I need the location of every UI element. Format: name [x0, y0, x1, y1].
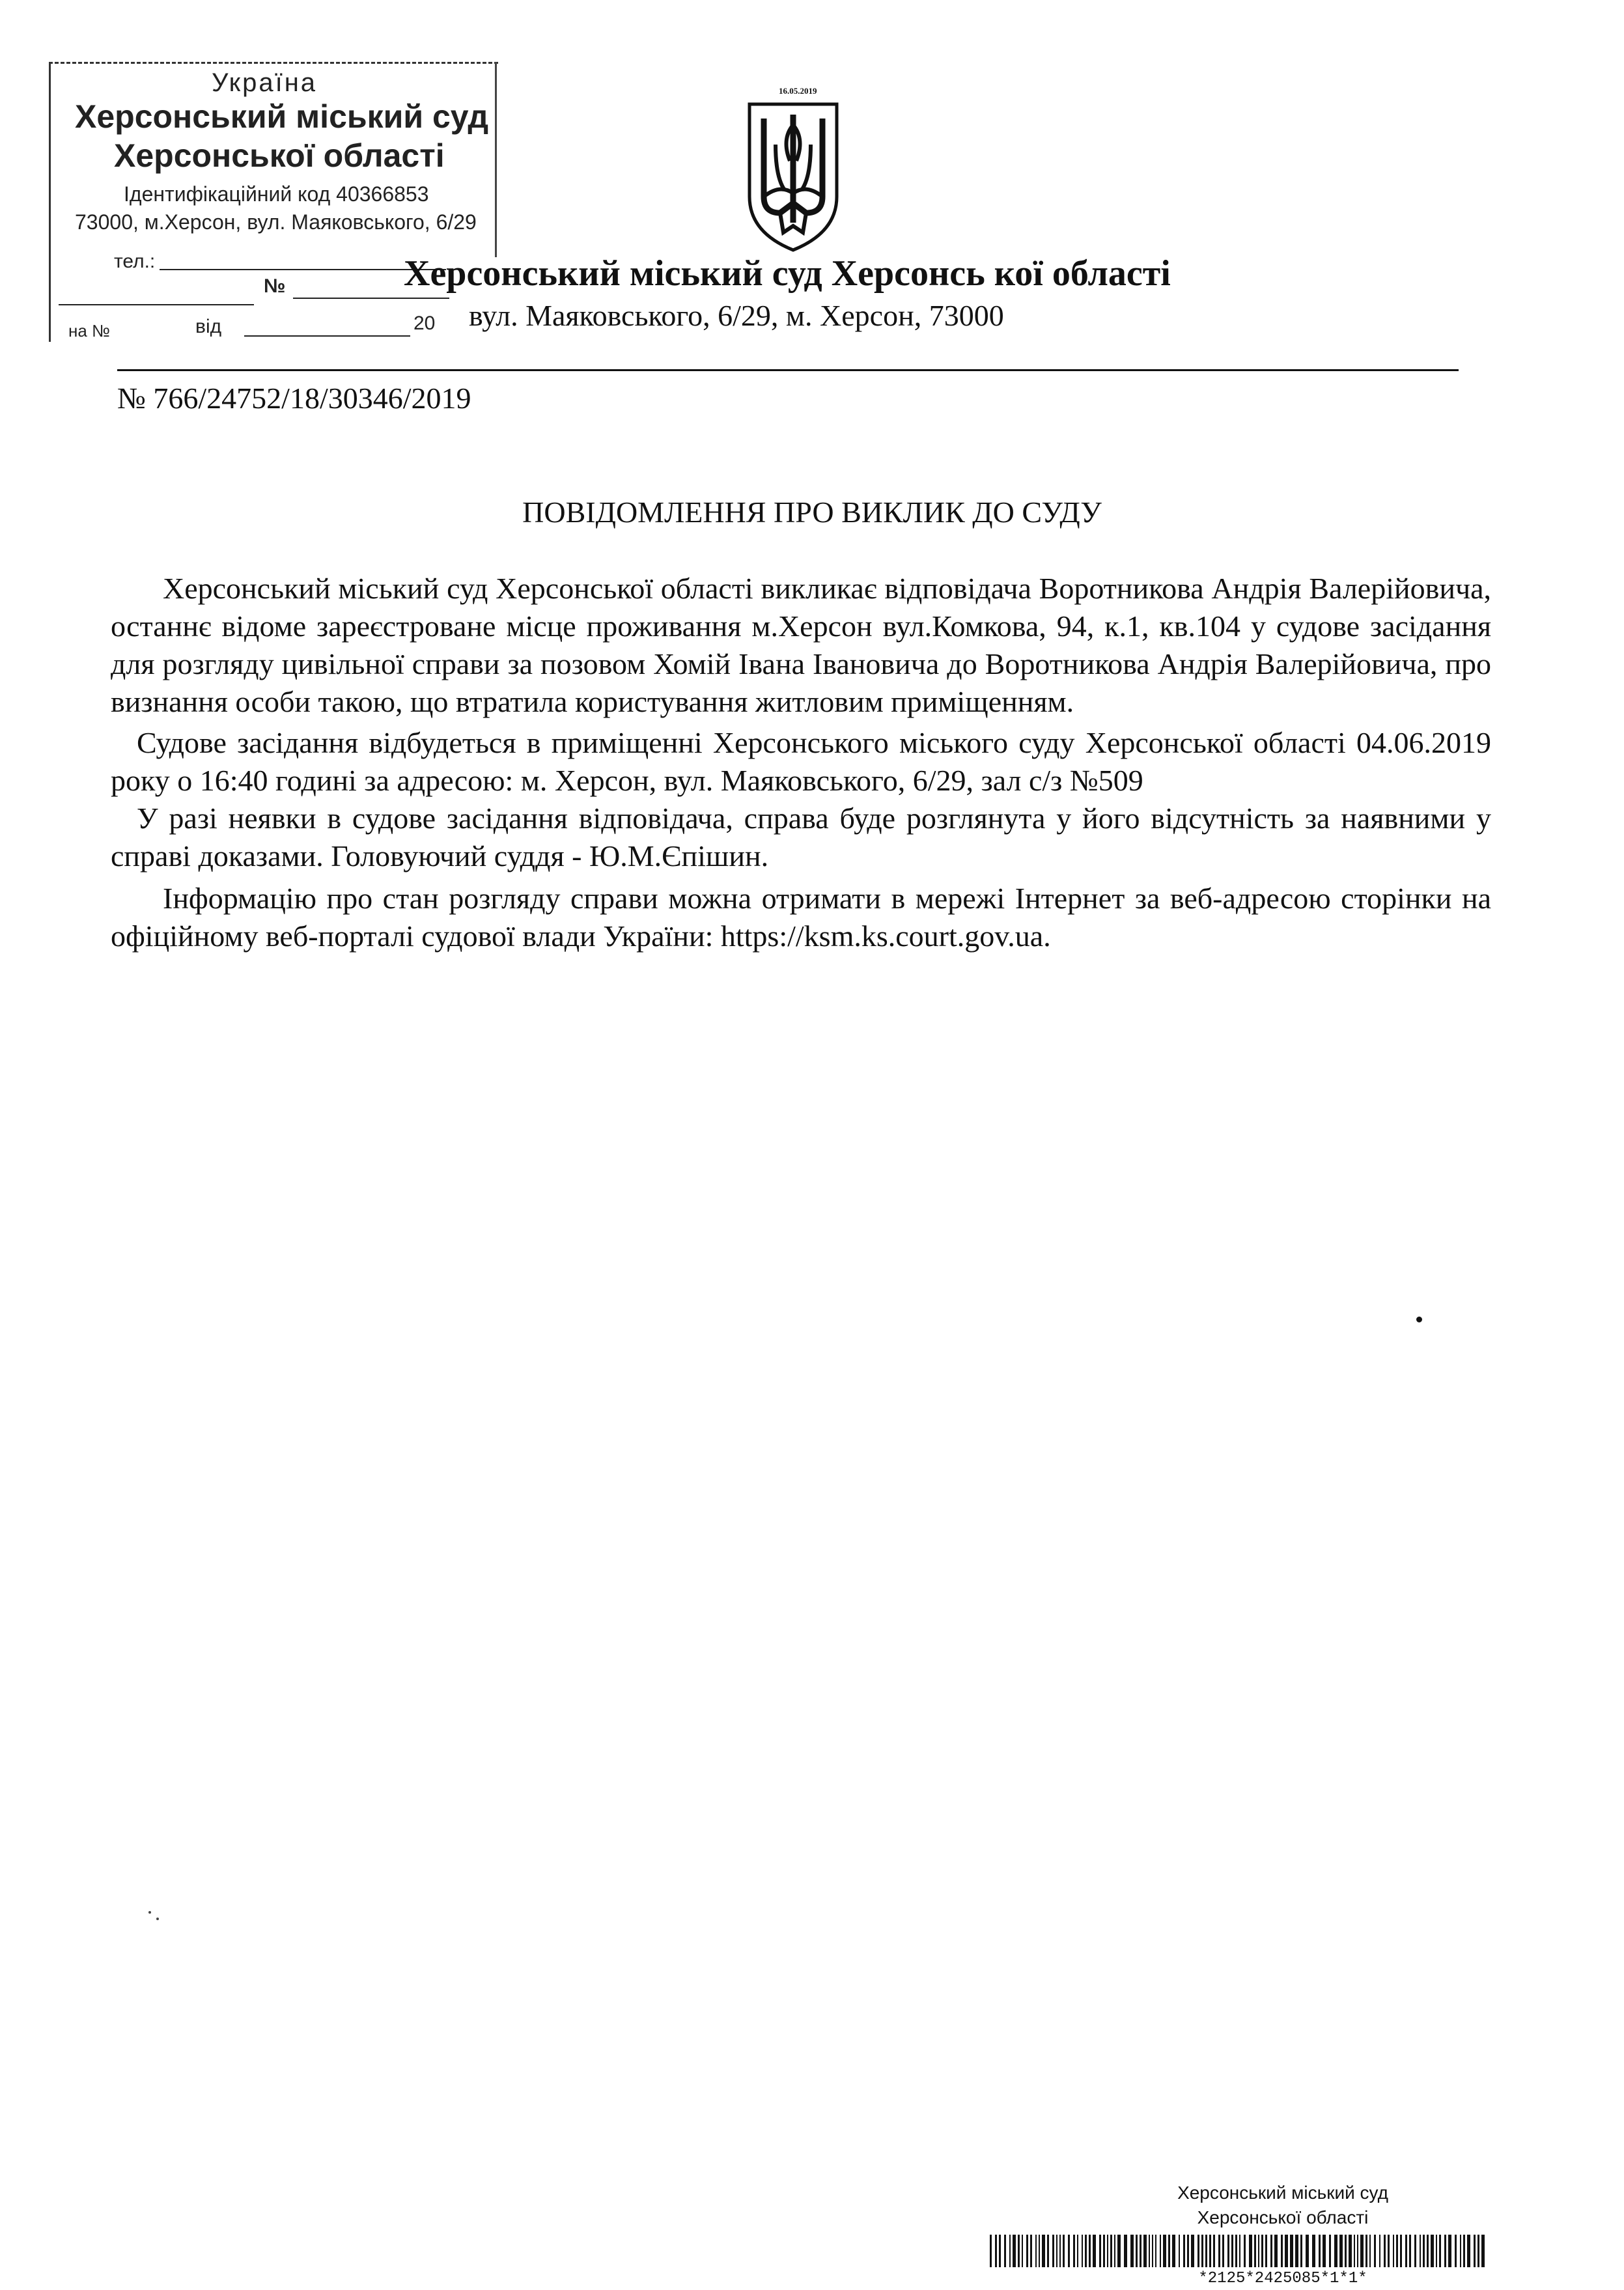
- barcode-bar: [1436, 2235, 1437, 2267]
- emblem-date: 16.05.2019: [779, 86, 817, 96]
- court-title: Херсонський міський суд Херсонсь кої області: [404, 253, 1171, 294]
- barcode-bar: [1439, 2235, 1441, 2267]
- barcode-bar: [1013, 2235, 1016, 2267]
- barcode-bar: [1384, 2235, 1386, 2267]
- barcode-bar: [1393, 2235, 1394, 2267]
- stamp-address: 73000, м.Херсон, вул. Маяковського, 6/29: [75, 210, 477, 234]
- barcode-bar: [1274, 2235, 1278, 2267]
- barcode-bar: [1379, 2235, 1380, 2267]
- stamp-id-code: Ідентифікаційний код 40366853: [124, 182, 429, 206]
- barcode-bar: [1130, 2235, 1134, 2267]
- barcode-bar: [1460, 2235, 1461, 2267]
- stamp-year-prefix: 20: [413, 313, 436, 334]
- barcode-bar: [1201, 2235, 1203, 2267]
- barcode-bar: [1022, 2235, 1023, 2267]
- barcode-bar: [1349, 2235, 1352, 2267]
- barcode-bar: [1244, 2235, 1246, 2267]
- barcode-bar: [1155, 2235, 1156, 2267]
- barcode-bar: [1474, 2235, 1476, 2267]
- footer-court-name: Херсонський міський суд: [1177, 2183, 1388, 2203]
- barcode-bar: [1360, 2235, 1364, 2267]
- stamp-frame-top: [49, 62, 498, 64]
- barcode-bar: [1143, 2235, 1147, 2267]
- barcode-bar: [1030, 2235, 1032, 2267]
- stamp-number-label: №: [264, 275, 286, 297]
- barcode-bar: [1300, 2235, 1302, 2267]
- barcode-bar: [1209, 2235, 1211, 2267]
- barcode-bar: [1427, 2235, 1429, 2267]
- barcode-bar: [1444, 2235, 1446, 2267]
- barcode-bar: [1187, 2235, 1189, 2267]
- barcode-bar: [1357, 2235, 1358, 2267]
- barcode-bar: [1047, 2235, 1049, 2267]
- stamp-frame-left: [49, 62, 51, 342]
- paragraph-hearing: Судове засідання відбудеться в приміщенні Херсонського міського суду Херсонської області 04.06.2019 року о 16:40 годині за адресою: м. Херсон, вул. Маяковського, 6/29, зал с/з №509: [111, 726, 1491, 797]
- barcode-bar: [999, 2235, 1001, 2267]
- barcode-bar: [1345, 2235, 1347, 2267]
- barcode-bar: [1026, 2235, 1028, 2267]
- barcode-bar: [1114, 2235, 1115, 2267]
- barcode-bar: [1295, 2235, 1298, 2267]
- barcode-text: *2125*2425085*1*1*: [1198, 2270, 1367, 2287]
- stamp-court-region: Херсонської області: [114, 137, 445, 174]
- barcode-bar: [1093, 2235, 1096, 2267]
- barcode-bar: [1063, 2235, 1065, 2267]
- barcode-bar: [1085, 2235, 1087, 2267]
- barcode-bar: [1281, 2235, 1283, 2267]
- court-stamp: [49, 62, 498, 348]
- barcode-bar: [1319, 2235, 1321, 2267]
- barcode-bar: [1369, 2235, 1371, 2267]
- barcode-bar: [1056, 2235, 1057, 2267]
- barcode-bar: [1306, 2235, 1309, 2267]
- barcode-bar: [1035, 2235, 1037, 2267]
- stamp-number-line-left: [59, 304, 254, 305]
- barcode-bar: [1388, 2235, 1390, 2267]
- scan-speck: [156, 1918, 159, 1920]
- barcode-bar: [1009, 2235, 1011, 2267]
- barcode-bar: [1254, 2235, 1256, 2267]
- barcode-bar: [1117, 2235, 1121, 2267]
- scan-speck: [148, 1911, 151, 1914]
- barcode-bar: [1409, 2235, 1411, 2267]
- paragraph-summons: Херсонський міський суд Херсонської області викликає відповідача Воротникова Андрія Валерійовича, останнє відоме зареєстроване місце проживання м.Херсон вул.Комкова, 94, к.1, кв.104 у судове засідання для розгляду цивільної справи за позовом Хомій Івана Івановича до Воротникова Андрія Валерійовича, про визнання особи такою, що втратила користування житловим приміщенням.: [111, 572, 1491, 718]
- barcode-bar: [1396, 2235, 1398, 2267]
- barcode-bar: [1197, 2235, 1199, 2267]
- court-address: вул. Маяковського, 6/29, м. Херсон, 73000: [469, 299, 1004, 332]
- barcode-bar: [1374, 2235, 1376, 2267]
- barcode-bar: [1172, 2235, 1175, 2267]
- stamp-frame-right: [495, 62, 497, 257]
- barcode-bar: [1270, 2235, 1272, 2267]
- barcode-bar: [1258, 2235, 1259, 2267]
- barcode-bar: [995, 2235, 997, 2267]
- barcode-bar: [1082, 2235, 1083, 2267]
- header-rule: [117, 369, 1459, 371]
- barcode-bar: [1467, 2235, 1470, 2267]
- barcode: [990, 2235, 1491, 2267]
- barcode-bar: [1018, 2235, 1020, 2267]
- paragraph-absence: У разі неявки в судове засідання відповідача, справа буде розглянута у його відсутність за наявними у справі доказами. Головуючий суддя - Ю.М.Єпішин.: [111, 802, 1491, 873]
- barcode-bar: [1168, 2235, 1170, 2267]
- barcode-bar: [1414, 2235, 1416, 2267]
- barcode-bar: [1405, 2235, 1407, 2267]
- barcode-bar: [1191, 2235, 1194, 2267]
- barcode-bar: [1431, 2235, 1434, 2267]
- barcode-bar: [1420, 2235, 1421, 2267]
- barcode-bar: [1354, 2235, 1355, 2267]
- case-number: № 766/24752/18/30346/2019: [117, 382, 471, 415]
- barcode-bar: [1329, 2235, 1331, 2267]
- footer-court-region: Херсонської області: [1197, 2207, 1369, 2227]
- barcode-bar: [1004, 2235, 1006, 2267]
- barcode-bar: [1103, 2235, 1105, 2267]
- barcode-bar: [1140, 2235, 1141, 2267]
- document-body: [111, 570, 1491, 955]
- barcode-bar: [1077, 2235, 1078, 2267]
- coat-of-arms-trident-icon: [744, 99, 842, 255]
- paragraph-info: Інформацію про стан розгляду справи можна отримати в мережі Інтернет за веб-адресою сторінки на офіційному веб-порталі судової влади України: https://ksm.ks.court.gov.ua.: [111, 882, 1491, 953]
- barcode-bar: [1334, 2235, 1337, 2267]
- stamp-tel-line: [160, 269, 446, 270]
- stamp-number-line-right: [293, 298, 449, 299]
- barcode-bar: [1099, 2235, 1101, 2267]
- barcode-bar: [1222, 2235, 1224, 2267]
- barcode-bar: [1249, 2235, 1252, 2267]
- document-title: ПОВІДОМЛЕННЯ ПРО ВИКЛИК ДО СУДУ: [522, 496, 1102, 529]
- barcode-bar: [1477, 2235, 1479, 2267]
- stamp-country: Україна: [212, 68, 318, 97]
- barcode-bar: [1481, 2235, 1485, 2267]
- barcode-bar: [1042, 2235, 1045, 2267]
- barcode-bar: [1323, 2235, 1326, 2267]
- barcode-bar: [1231, 2235, 1233, 2267]
- stamp-from-label: від: [195, 316, 222, 337]
- barcode-bar: [1073, 2235, 1075, 2267]
- barcode-bar: [1179, 2235, 1180, 2267]
- barcode-bar: [1110, 2235, 1112, 2267]
- barcode-bar: [1218, 2235, 1220, 2267]
- barcode-bar: [1183, 2235, 1185, 2267]
- barcode-bar: [1136, 2235, 1138, 2267]
- barcode-bar: [1149, 2235, 1150, 2267]
- barcode-bar: [1239, 2235, 1240, 2267]
- barcode-bar: [1107, 2235, 1108, 2267]
- stamp-in-reply-label: на №: [68, 321, 110, 341]
- barcode-bar: [1213, 2235, 1215, 2267]
- stamp-from-line: [244, 335, 410, 337]
- barcode-bar: [1124, 2235, 1127, 2267]
- barcode-bar: [990, 2235, 992, 2267]
- scan-dot: [1416, 1317, 1422, 1322]
- barcode-bar: [1235, 2235, 1237, 2267]
- barcode-bar: [1160, 2235, 1161, 2267]
- barcode-bar: [1448, 2235, 1451, 2267]
- barcode-bar: [1261, 2235, 1263, 2267]
- barcode-bar: [1205, 2235, 1207, 2267]
- barcode-bar: [1290, 2235, 1293, 2267]
- barcode-bar: [1227, 2235, 1229, 2267]
- barcode-bar: [1089, 2235, 1091, 2267]
- barcode-bar: [1039, 2235, 1040, 2267]
- barcode-bar: [1059, 2235, 1061, 2267]
- stamp-court-name: Херсонський міський суд: [75, 98, 489, 135]
- barcode-bar: [1163, 2235, 1166, 2267]
- barcode-bar: [1052, 2235, 1054, 2267]
- barcode-bar: [1285, 2235, 1288, 2267]
- barcode-bar: [1365, 2235, 1367, 2267]
- barcode-bar: [1265, 2235, 1267, 2267]
- barcode-bar: [1068, 2235, 1070, 2267]
- stamp-tel-label: тел.:: [114, 251, 156, 272]
- barcode-bar: [1152, 2235, 1153, 2267]
- barcode-bar: [1339, 2235, 1343, 2267]
- barcode-bar: [1463, 2235, 1465, 2267]
- barcode-bar: [1400, 2235, 1402, 2267]
- barcode-bar: [1423, 2235, 1425, 2267]
- barcode-bar: [1312, 2235, 1315, 2267]
- barcode-bar: [1455, 2235, 1457, 2267]
